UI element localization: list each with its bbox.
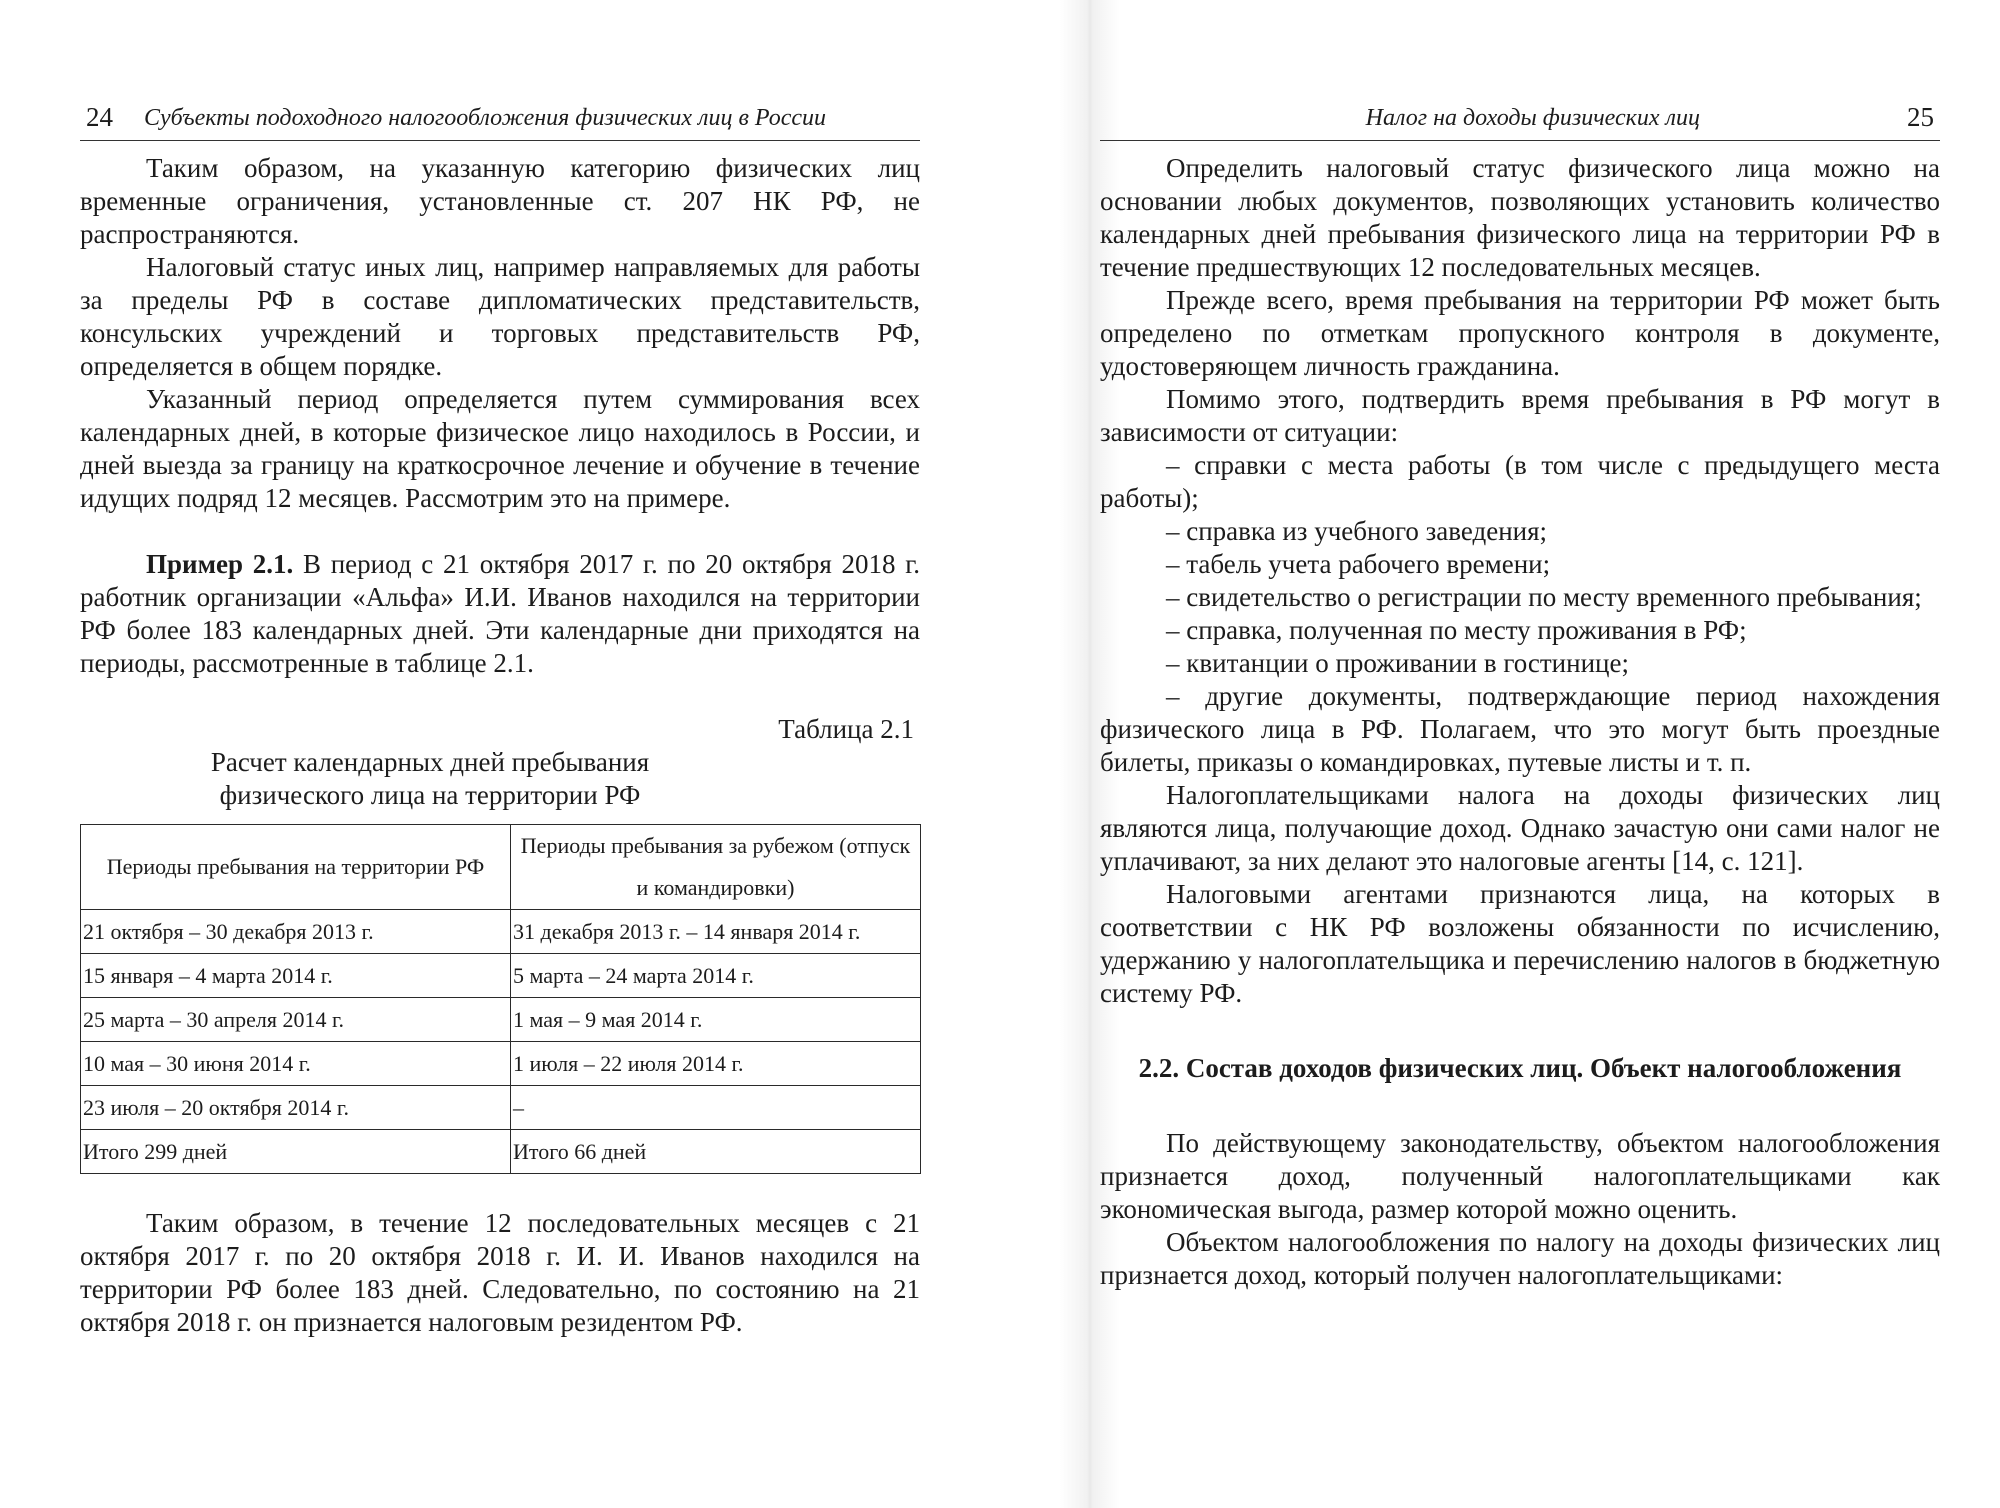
right-running-title: Налог на доходы физических лиц xyxy=(1365,105,1700,131)
table-cell: Итого 66 дней xyxy=(511,1130,921,1174)
paragraph: Объектом налогообложения по налогу на доходы физических лиц признается доход, который получен налогоплательщиками: xyxy=(1100,1227,1940,1290)
list-item: – справки с места работы (в том числе с предыдущего места работы); xyxy=(1100,450,1940,513)
paragraph: Налоговыми агентами признаются лица, на которых в соответствии с НК РФ возложены обязанности по исчислению, удержанию у налогоплательщика и перечислению налогов в бюджетную систему РФ. xyxy=(1100,879,1940,1008)
paragraph: По действующему законодательству, объектом налогообложения признается доход, полученный налогоплательщиками как экономическая выгода, размер которой можно оценить. xyxy=(1100,1128,1940,1224)
paragraph: Определить налоговый статус физического лица можно на основании любых документов, позволяющих установить количество календарных дней пребывания физического лица на территории РФ в течение предшествующих 12 последовательных месяцев. xyxy=(1100,153,1940,282)
table-cell: Итого 299 дней xyxy=(81,1130,511,1174)
example-text: В период с 21 октября 2017 г. по 20 октября 2018 г. работник организации «Альфа» И.И. Иванов находился на территории РФ более 183 календарных дней. Эти календарные дни приходятся на периоды, рассмотренные в таблице 2.1. xyxy=(80,549,921,678)
paragraph: Прежде всего, время пребывания на территории РФ может быть определено по отметкам пропускного контроля в документе, удостоверяющем личность гражданина. xyxy=(1100,285,1940,381)
list-item: – справка, полученная по месту проживания в РФ; xyxy=(1166,615,1747,645)
left-running-title: Субъекты подоходного налогообложения физических лиц в России xyxy=(144,105,826,131)
left-page-header xyxy=(80,100,920,141)
right-page-body xyxy=(1100,152,1940,1292)
table-cell: 23 июля – 20 октября 2014 г. xyxy=(81,1086,511,1130)
table-cell: 31 декабря 2013 г. – 14 января 2014 г. xyxy=(511,910,921,954)
conclusion-paragraph: Таким образом, в течение 12 последовательных месяцев с 21 октября 2017 г. по 20 октября 2018 г. И. И. Иванов находился на территории РФ более 183 дней. Следовательно, по состоянию на 21 октября 2018 г. он признается налоговым резидентом РФ. xyxy=(80,1208,920,1337)
table-cell: 15 января – 4 марта 2014 г. xyxy=(81,954,511,998)
table-cell: 21 октября – 30 декабря 2013 г. xyxy=(81,910,511,954)
example-paragraph xyxy=(80,548,920,680)
paragraph: Помимо этого, подтвердить время пребывания в РФ могут в зависимости от ситуации: xyxy=(1100,384,1940,447)
right-page-header xyxy=(1100,100,1940,141)
table-cell: 10 мая – 30 июня 2014 г. xyxy=(81,1042,511,1086)
list-item: – табель учета рабочего времени; xyxy=(1166,549,1551,579)
table-row xyxy=(81,954,921,998)
paragraph: Налогоплательщиками налога на доходы физических лиц являются лица, получающие доход. Однако зачастую они сами налог не уплачивают, за них делают это налоговые агенты [14, с. 121]. xyxy=(1100,780,1940,876)
table-row xyxy=(81,998,921,1042)
table-label: Таблица 2.1 xyxy=(778,714,914,744)
table-caption-line1: Расчет календарных дней пребывания xyxy=(210,747,650,777)
table-cell: 1 июля – 22 июля 2014 г. xyxy=(511,1042,921,1086)
left-page-number: 24 xyxy=(86,102,113,132)
list-item: – свидетельство о регистрации по месту временного пребывания; xyxy=(1166,582,1922,612)
paragraph: Таким образом, на указанную категорию физических лиц временные ограничения, установленные ст. 207 НК РФ, не распространяются. xyxy=(80,153,920,249)
table-header-cell: Периоды пребывания за рубежом (отпуск и командировки) xyxy=(511,825,921,910)
table-caption-line2: физического лица на территории РФ xyxy=(219,780,641,810)
table-header-cell: Периоды пребывания на территории РФ xyxy=(81,825,511,910)
table-cell: 1 мая – 9 мая 2014 г. xyxy=(511,998,921,1042)
table-row xyxy=(81,1086,921,1130)
paragraph: Налоговый статус иных лиц, например направляемых для работы за пределы РФ в составе дипломатических представительств, консульских учреждений и торговых представительств РФ, определяется в общем порядке. xyxy=(80,252,920,381)
table-cell: – xyxy=(511,1086,921,1130)
list-item: – другие документы, подтверждающие период нахождения физического лица в РФ. Полагаем, что это могут быть проездные билеты, приказы о командировках, путевые листы и т. п. xyxy=(1100,681,1940,777)
paragraph: Указанный период определяется путем суммирования всех календарных дней, в которые физическое лицо находилось в России, и дней выезда за границу на краткосрочное лечение и обучение в течение идущих подряд 12 месяцев. Рассмотрим это на примере. xyxy=(80,384,920,513)
table-row xyxy=(81,1042,921,1086)
right-page-number: 25 xyxy=(1907,102,1934,132)
table-cell: 5 марта – 24 марта 2014 г. xyxy=(511,954,921,998)
table-header-row xyxy=(81,825,921,910)
table-row xyxy=(81,910,921,954)
section-heading: 2.2. Состав доходов физических лиц. Объект налогообложения xyxy=(1138,1053,1902,1083)
list-item: – квитанции о проживании в гостинице; xyxy=(1166,648,1629,678)
list-item: – справка из учебного заведения; xyxy=(1166,516,1548,546)
table-cell: 25 марта – 30 апреля 2014 г. xyxy=(81,998,511,1042)
example-label: Пример 2.1. xyxy=(146,549,294,579)
table-total-row xyxy=(81,1130,921,1174)
left-page-body xyxy=(80,152,920,1339)
stay-periods-table xyxy=(80,824,921,1174)
